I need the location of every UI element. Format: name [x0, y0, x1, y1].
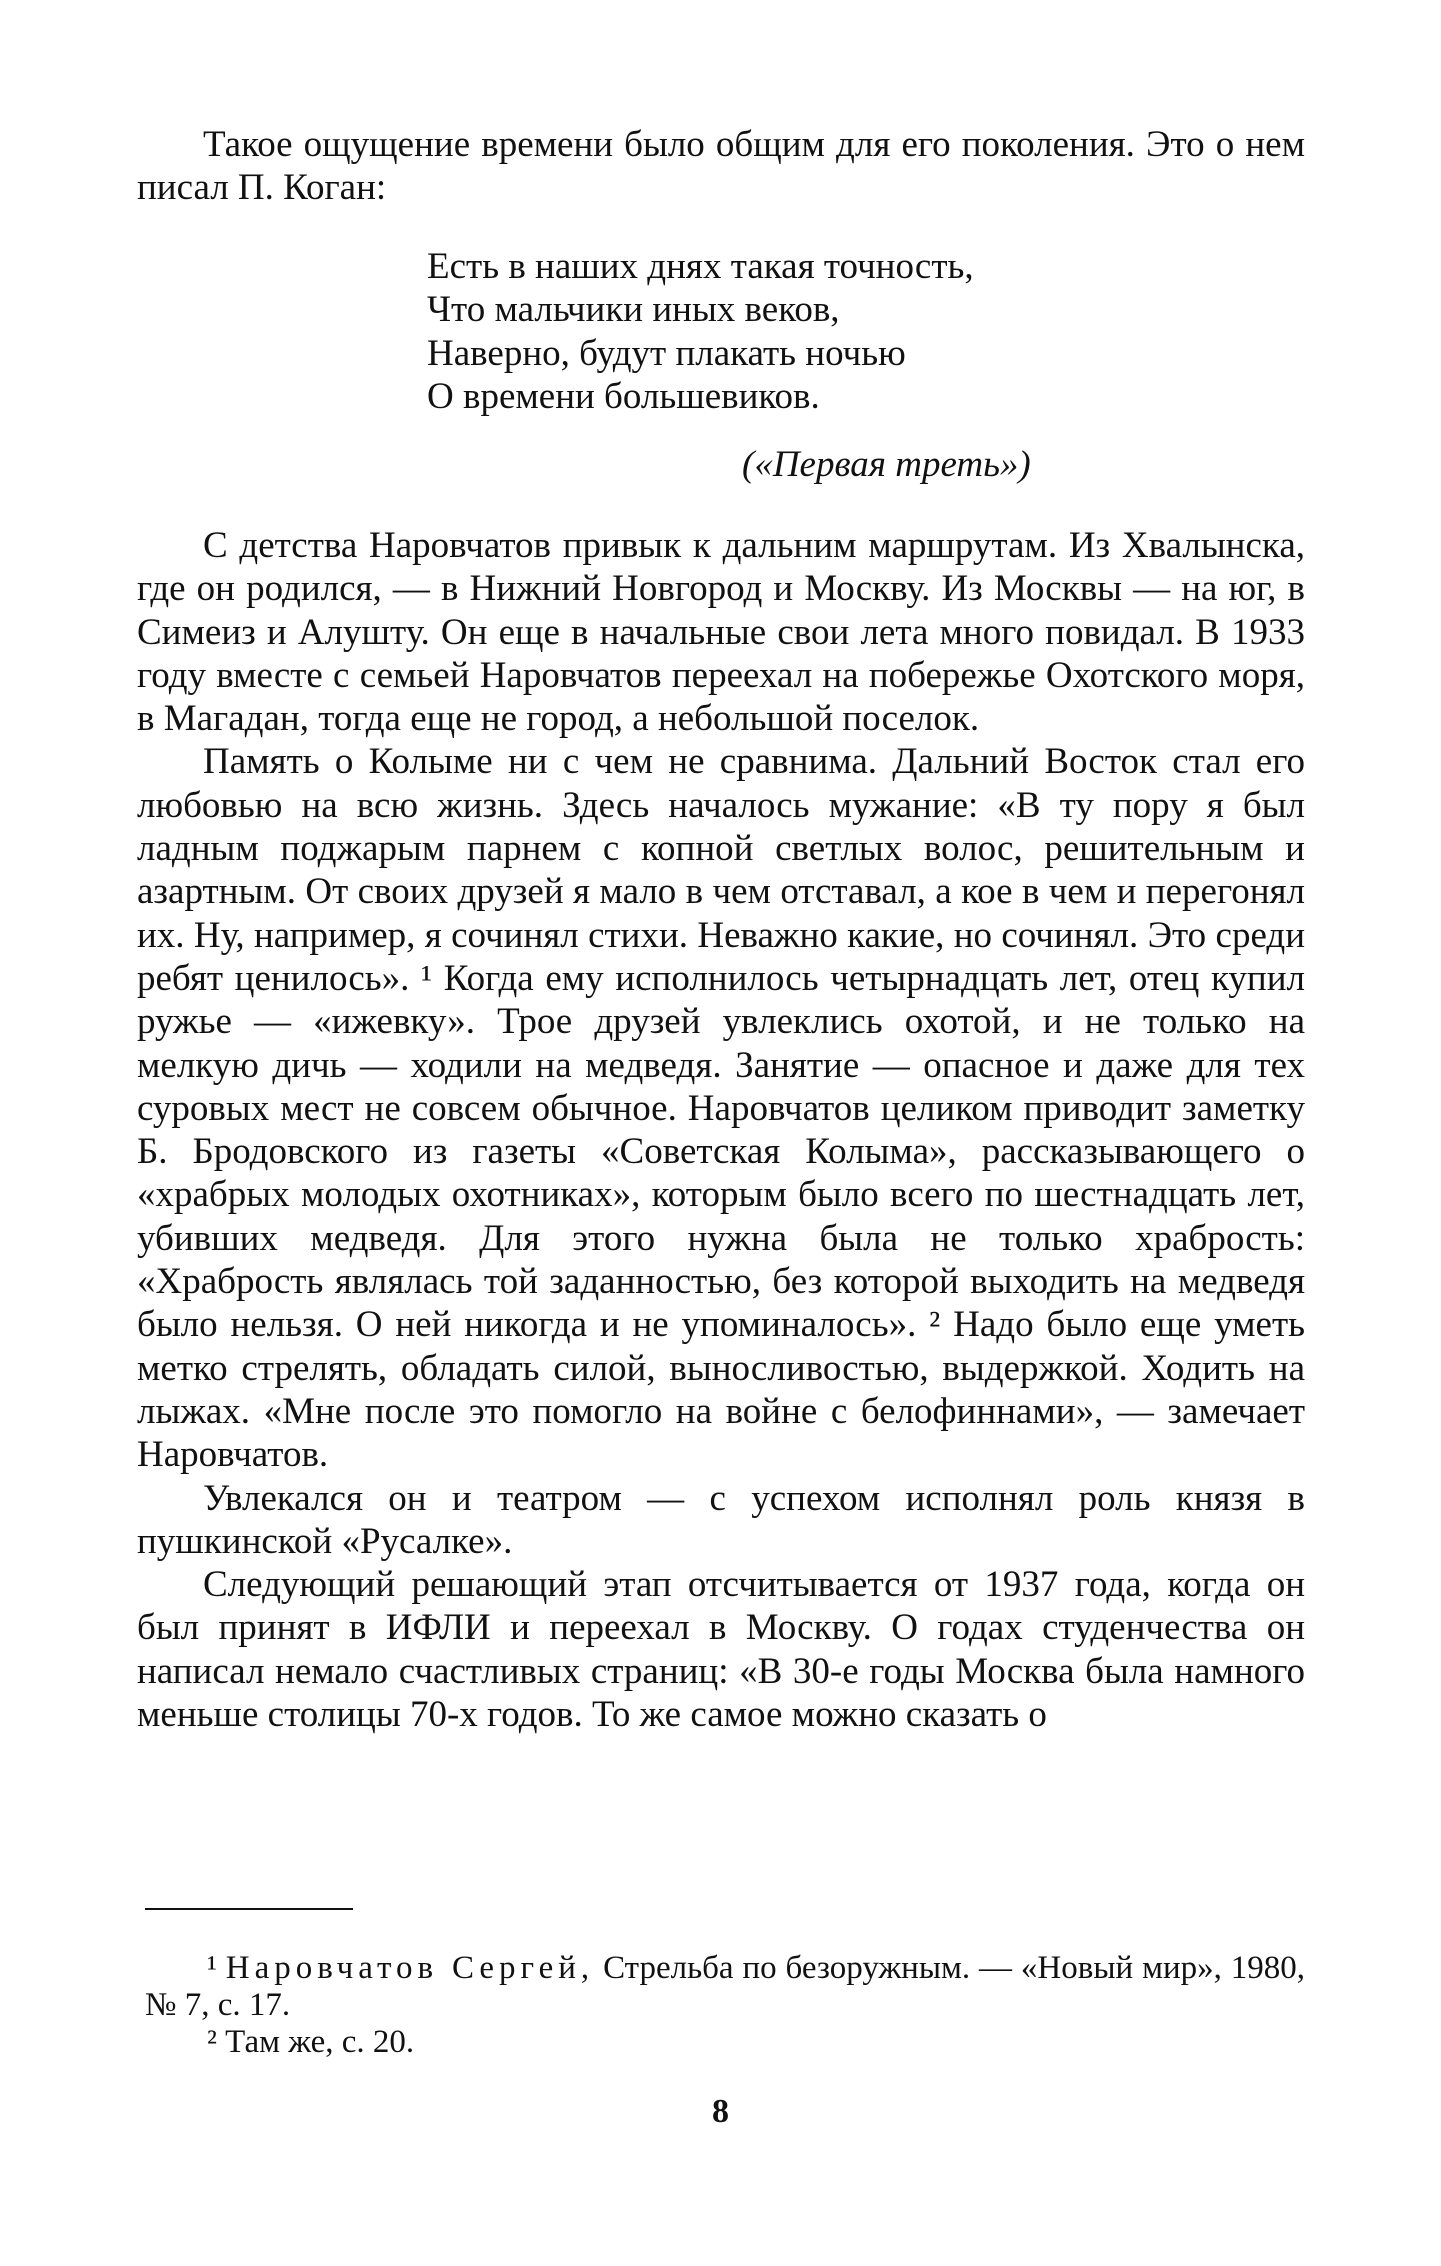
intro-paragraph: Такое ощущение времени было общим для его поколения. Это о нем писал П. Коган:: [137, 124, 1305, 209]
poem-line: Есть в наших днях такая точность,: [427, 246, 974, 287]
poem-line: Что мальчики иных веков,: [427, 289, 840, 331]
paragraph-kolyma: Память о Колыме ни с чем не сравнима. Дальний Восток стал его любовью на всю жизнь. Здесь началось мужание: «В ту пору я был ладным поджарым парнем с копной светлых волос, решительным и азартным. От своих друзей я мало в чем отставал, а кое в чем и перегонял их. Ну, например, я сочинял стихи. Неважно какие, но сочинял. Это среди ребят ценилось». ¹ Когда ему исполнилось четырнадцать лет, отец купил ружье — «ижевку». Трое друзей увлеклись охотой, и не только на мелкую дичь — ходили на медведя. Занятие — опасное и даже для тех суровых мест не совсем обычное. Наровчатов целиком приводит заметку Б. Бродовского из газеты «Советская Колыма», рассказывающего о «храбрых молодых охотниках», которым было всего по шестнадцать лет, убивших медведя. Для этого нужна была не только храбрость: «Храбрость являлась той заданностью, без которой выходить на медведя было нельзя. О ней никогда и не упоминалось». ² Надо было еще уметь метко стрелять, обладать силой, выносливостью, выдержкой. Ходить на лыжах. «Мне после это помогло на войне с белофиннами», — замечает Наровчатов.: [137, 741, 1305, 1476]
paragraph-childhood: С детства Наровчатов привык к дальним маршрутам. Из Хвалынска, где он родился, — в Нижний Новгород и Москву. Из Москвы — на юг, в Симеиз и Алушту. Он еще в начальные свои лета много повидал. В 1933 году вместе с семьей Наровчатов переехал на побережье Охотского моря, в Магадан, тогда еще не город, а небольшой поселок.: [137, 525, 1305, 740]
main-text: [137, 524, 1305, 1736]
footnotes: [145, 1950, 1305, 2061]
footnote-1-author: Наровчатов Сергей,: [225, 1950, 595, 1986]
footnote-1-text: Стрельба по безоружным. — «Новый мир», 1980, № 7, с. 17.: [145, 1950, 1305, 2023]
poem-source: («Первая треть»): [742, 444, 1031, 485]
footnote-2: ² Там же, с. 20.: [207, 2024, 415, 2060]
footnote-divider: [145, 1908, 353, 1910]
paragraph-theatre: Увлекался он и театром — с успехом исполнял роль князя в пушкинской «Русалке».: [137, 1477, 1305, 1562]
footnote-1: [145, 1950, 1305, 2024]
poem-line: О времени большевиков.: [427, 375, 820, 417]
paragraph-ifli: Следующий решающий этап отсчитывается от 1937 года, когда он был принят в ИФЛИ и переехал в Москву. О годах студенчества он написал немало счастливых страниц: «В 30-е годы Москва была намного меньше столицы 70-х годов. То же самое можно сказать о: [137, 1564, 1305, 1736]
poem-stanza: [427, 245, 974, 418]
poem-line: Наверно, будут плакать ночью: [427, 332, 906, 374]
page-number: 8: [712, 2093, 729, 2130]
footnote-1-mark: ¹: [207, 1950, 217, 1986]
